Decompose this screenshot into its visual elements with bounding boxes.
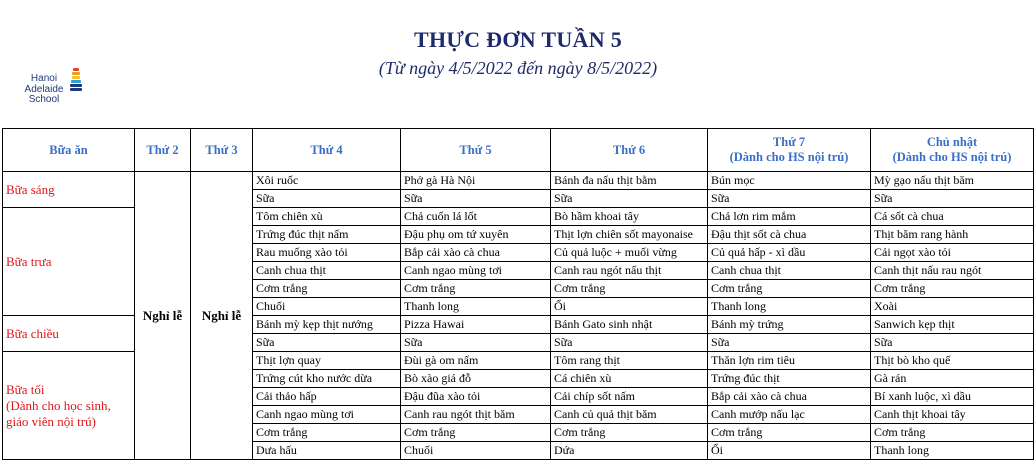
dish-cell: Canh rau ngót nấu thịt: [551, 262, 708, 280]
dish-cell: Cơm trắng: [253, 280, 401, 298]
dish-cell: Củ quả luộc + muối vừng: [551, 244, 708, 262]
header-wed: Thứ 4: [253, 129, 401, 172]
page-title: THỰC ĐƠN TUẦN 5: [413, 27, 622, 52]
dish-cell: Thịt băm rang hành: [871, 226, 1034, 244]
dish-cell: Sữa: [401, 334, 551, 352]
meal-label-lunch: [3, 208, 135, 316]
dish-cell: Trứng cút kho nước dừa: [253, 370, 401, 388]
holiday-mon: Nghỉ lễ: [135, 172, 191, 460]
holiday-tue: Nghỉ lễ: [191, 172, 253, 460]
dish-cell: Đậu thịt sốt cà chua: [708, 226, 871, 244]
dish-cell: Cải chíp sốt nấm: [551, 388, 708, 406]
header-mon: Thứ 2: [135, 129, 191, 172]
logo-line-3: School: [28, 94, 60, 105]
dish-cell: Pizza Hawai: [401, 316, 551, 334]
dish-cell: Canh chua thịt: [708, 262, 871, 280]
dish-cell: Sữa: [708, 190, 871, 208]
dish-cell: Bí xanh luộc, xì dầu: [871, 388, 1034, 406]
dish-cell: Rau muống xào tỏi: [253, 244, 401, 262]
dish-cell: Sữa: [708, 334, 871, 352]
dish-cell: Cơm trắng: [253, 424, 401, 442]
dish-cell: Gà rán: [871, 370, 1034, 388]
header-sat-label: Thứ 7: [772, 135, 806, 149]
dish-cell: Cá sốt cà chua: [871, 208, 1034, 226]
header-fri: Thứ 6: [551, 129, 708, 172]
dish-cell: Canh ngao mùng tơi: [253, 406, 401, 424]
dish-cell: Bánh mỳ kẹp thịt nướng: [253, 316, 401, 334]
dish-cell: Tôm rang thịt: [551, 352, 708, 370]
dish-cell: Xôi ruốc: [253, 172, 401, 190]
dish-cell: Sữa: [871, 190, 1034, 208]
meal-name: Bữa chiều: [6, 325, 59, 341]
dish-cell: Chuối: [253, 298, 401, 316]
logo-line-2: Adelaide: [24, 83, 64, 95]
dish-cell: Đùi gà om nấm: [401, 352, 551, 370]
dish-cell: Chả lơn rim mắm: [708, 208, 871, 226]
dish-cell: Canh ngao mùng tơi: [401, 262, 551, 280]
dish-cell: Phở gà Hà Nội: [401, 172, 551, 190]
dish-cell: Ổi: [708, 442, 871, 460]
meal-label-dinner: [3, 352, 135, 460]
dish-cell: Canh củ quả thịt băm: [551, 406, 708, 424]
dish-cell: Canh thịt nấu rau ngót: [871, 262, 1034, 280]
dish-cell: Bắp cải xào cà chua: [708, 388, 871, 406]
dish-cell: Sanwich kẹp thịt: [871, 316, 1034, 334]
dish-cell: Đậu đũa xào tỏi: [401, 388, 551, 406]
dish-cell: Cơm trắng: [551, 424, 708, 442]
dish-cell: Thanh long: [871, 442, 1034, 460]
meal-label-breakfast: [3, 172, 135, 208]
header-sun-note: (Dành cho HS nội trú): [892, 150, 1012, 164]
meal-name: Bữa tối: [6, 381, 45, 397]
dish-cell: Bánh mỳ trứng: [708, 316, 871, 334]
table-row: [3, 172, 1034, 190]
dish-cell: Canh mướp nấu lạc: [708, 406, 871, 424]
dish-cell: Bò xào giá đỗ: [401, 370, 551, 388]
dish-cell: Cơm trắng: [708, 424, 871, 442]
dish-cell: Bánh đa nấu thịt bằm: [551, 172, 708, 190]
dish-cell: Sữa: [401, 190, 551, 208]
meal-label-snack: [3, 316, 135, 352]
dish-cell: Mỳ gạo nấu thịt băm: [871, 172, 1034, 190]
dish-cell: Củ quả hấp - xì dầu: [708, 244, 871, 262]
dish-cell: Xoài: [871, 298, 1034, 316]
dish-cell: Thanh long: [401, 298, 551, 316]
dish-cell: Cơm trắng: [401, 280, 551, 298]
menu-body: [3, 172, 1034, 460]
dish-cell: Sữa: [871, 334, 1034, 352]
dish-cell: Sữa: [551, 190, 708, 208]
dish-cell: Cá chiên xù: [551, 370, 708, 388]
meal-name: Bữa sáng: [6, 181, 55, 197]
meal-name: Bữa trưa: [6, 253, 52, 269]
dish-cell: Đậu phụ om tứ xuyên: [401, 226, 551, 244]
meal-note: (Dành cho học sinh, giáo viên nội trú): [6, 397, 111, 429]
dish-cell: Tôm chiên xù: [253, 208, 401, 226]
dish-cell: Cải ngọt xào tỏi: [871, 244, 1034, 262]
dish-cell: Canh thịt khoai tây: [871, 406, 1034, 424]
header-sun: [871, 129, 1034, 172]
header-sun-label: Chủ nhật: [926, 135, 978, 149]
dish-cell: Bò hầm khoai tây: [551, 208, 708, 226]
dish-cell: Chuối: [401, 442, 551, 460]
logo-line-1: Hanoi: [30, 73, 58, 84]
dish-cell: Dứa: [551, 442, 708, 460]
dish-cell: Thịt lợn chiên sốt mayonaise: [551, 226, 708, 244]
header-meal: Bữa ăn: [3, 129, 135, 172]
header-tue: Thứ 3: [191, 129, 253, 172]
header-sat: [708, 129, 871, 172]
page-subtitle: (Từ ngày 4/5/2022 đến ngày 8/5/2022): [378, 58, 658, 78]
dish-cell: Sữa: [253, 334, 401, 352]
dish-cell: Sữa: [253, 190, 401, 208]
dish-cell: Cơm trắng: [708, 280, 871, 298]
dish-cell: Canh chua thịt: [253, 262, 401, 280]
dish-cell: Cơm trắng: [871, 424, 1034, 442]
dish-cell: Thịt lợn quay: [253, 352, 401, 370]
dish-cell: Cơm trắng: [551, 280, 708, 298]
dish-cell: Trứng đúc thịt: [708, 370, 871, 388]
dish-cell: Sữa: [551, 334, 708, 352]
dish-cell: Bún mọc: [708, 172, 871, 190]
header-row: [3, 129, 1034, 172]
dish-cell: Ổi: [551, 298, 708, 316]
menu-table: [2, 128, 1034, 460]
dish-cell: Dưa hấu: [253, 442, 401, 460]
dish-cell: Thịt bò kho quế: [871, 352, 1034, 370]
dish-cell: Cơm trắng: [401, 424, 551, 442]
dish-cell: Cơm trắng: [871, 280, 1034, 298]
dish-cell: Cải thảo hấp: [253, 388, 401, 406]
header-thu: Thứ 5: [401, 129, 551, 172]
header-sat-note: (Dành cho HS nội trú): [729, 150, 849, 164]
dish-cell: Thăn lợn rim tiêu: [708, 352, 871, 370]
dish-cell: Bắp cải xào cà chua: [401, 244, 551, 262]
dish-cell: Trứng đúc thịt nấm: [253, 226, 401, 244]
dish-cell: Thanh long: [708, 298, 871, 316]
dish-cell: Chả cuốn lá lốt: [401, 208, 551, 226]
dish-cell: Canh rau ngót thịt băm: [401, 406, 551, 424]
dish-cell: Bánh Gato sinh nhật: [551, 316, 708, 334]
